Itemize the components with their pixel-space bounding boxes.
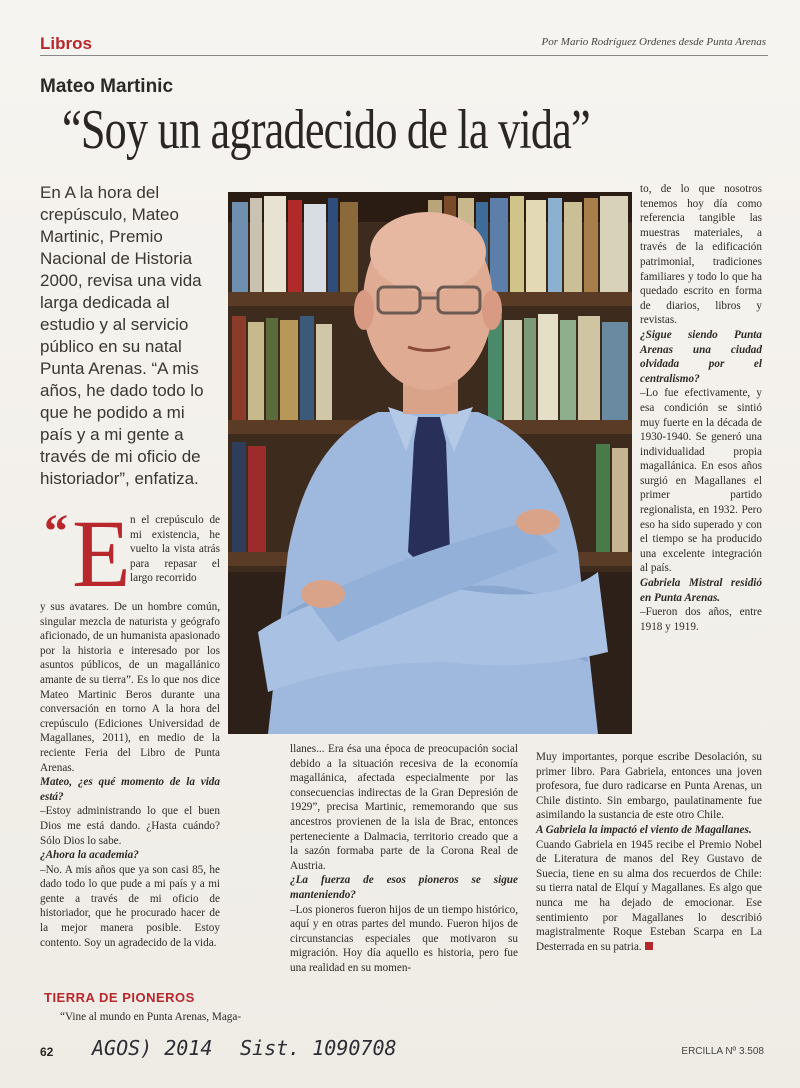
portrait-illustration <box>228 192 632 734</box>
column-2 <box>290 742 518 976</box>
subhead: TIERRA DE PIONEROS <box>44 990 195 1005</box>
drop-cap-letter: E <box>72 500 131 607</box>
col1-question-1: Mateo, ¿es qué momento de la vida está? <box>40 776 220 803</box>
handwritten-date: AGOS) 2014 <box>92 1036 213 1060</box>
col3-question-1: ¿Sigue siendo Punta Arenas una ciudad olvidada por el centralismo? <box>640 328 762 385</box>
col3-p1: to, de lo que nosotros tenemos hoy día como referencia tangible las muestras materiales, a través de la edificación patrimonial, tradiciones familiares y todo lo que ha quedado escrito en forma de diarios, libros y revistas. <box>640 183 762 327</box>
col3-answer-3-text: Cuando Gabriela en 1945 recibe el Premio Nobel de Literatura de manos del Rey Gustavo de Suecia, tiene en su alma dos recuerdos de Chile: su tierra natal de Elquí y Magallanes. Es algo que nunca me ha dejado de emocionar. Ese sentimiento por Magallanes lo describió magistralmente Roque Esteban Scarpa en La Desterrada en su patria. <box>536 838 762 953</box>
handwritten-reference: Sist. 1090708 <box>240 1036 397 1060</box>
byline: Por Mario Rodríguez Ordenes desde Punta Arenas <box>541 36 766 48</box>
kicker: Mateo Martinic <box>40 76 174 97</box>
page-number: 62 <box>40 1045 54 1059</box>
lead-paragraph: En A la hora del crepúsculo, Mateo Martinic, Premio Nacional de Historia 2000, revisa una vida larga dedicada al estudio y al servicio público en su natal Punta Arenas. “A mis años, he dado todo lo que he podido a mi país y a mi gente a través de mi oficio de historiador”, enfatiza. <box>40 183 204 488</box>
column-1 <box>40 600 220 950</box>
column-3-wide <box>536 750 762 954</box>
col2-p1: llanes... Era ésa una época de preocupación social debido a la situación recesiva de la economía magallánica, afectada especialmente por las consecuencias indirectas de la Gran Depresión de 1929”, precisa Martinic, rememorando que sus ancestros provienen de la isla de Brac, entonces perteneciente a Dalmacia, territorio creado que a la sazón formaba parte de la Corona Real de Austria. <box>290 743 518 872</box>
end-mark-icon <box>645 942 653 950</box>
drop-cap-quote: “ <box>44 505 68 558</box>
col1-answer-1: –Estoy administrando lo que el buen Dios me está dando. ¿Hasta cuándo? Sólo Dios lo sabe. <box>40 805 220 847</box>
col3-answer-1: –Lo fue efectivamente, y esa condición se sintió muy fuerte en la década de 1930-1940. Se generó una individualidad propia magallánica. En esos años surgió en Magallanes el primer partido regionalista, en 1932. Pero eso ha sido superado y con el tiempo se ha producido una excelente integración al país. <box>640 387 762 575</box>
col3-answer-3 <box>536 838 762 955</box>
header-rule <box>40 55 768 56</box>
col3-question-2: Gabriela Mistral residió en Punta Arenas. <box>640 577 762 604</box>
col2-question-1: ¿La fuerza de esos pioneros se sigue manteniendo? <box>290 874 518 901</box>
col1-answer-2: –No. A mis años que ya son casi 85, he dado todo lo que pude a mi país y a mi gente a través de mi oficio de historiador, que he procurado hacer de la mejor manera posible. Estoy contento. Soy un agradecido de la vida. <box>40 863 220 949</box>
col1-last-line <box>60 1010 280 1025</box>
col1-p-last: “Vine al mundo en Punta Arenas, Maga- <box>60 1011 242 1023</box>
portrait-photo <box>228 192 632 734</box>
magazine-issue: ERCILLA Nº 3.508 <box>681 1046 764 1057</box>
col1-p1-beside: n el crepúsculo de mi existencia, he vuelto la vista atrás para repasar el largo recorrido <box>130 514 220 585</box>
col3-answer-2-rest: Muy importantes, porque escribe Desolación, su primer libro. Para Gabriela, entonces una joven profesora, fue duro radicarse en Punta Arenas, un Chile distinto. Sin embargo, paulatinamente fue asimilando la sustancia de este otro Chile. <box>536 751 762 822</box>
col1-beside-dropcap <box>130 513 220 586</box>
headline: “Soy un agradecido de la vida” <box>62 99 590 161</box>
col2-answer-1: –Los pioneros fueron hijos de un tiempo histórico, aquí y en otras partes del mundo. Fueron hijos de circunstancias especiales que motivaron su migración. Hoy día aquello es historia, pero fue una realidad en su momen- <box>290 903 518 974</box>
col3-answer-2-narrow: –Fueron dos años, entre 1918 y 1919. <box>640 606 762 633</box>
col1-p1: y sus avatares. De un hombre común, singular mezcla de naturista y geógrafo aficionado, de un humanista apasionado por la historia e interesado por los asuntos públicos, de un magallánico amante de su tierra”. Es lo que nos dice Mateo Martinic Beros durante una conversación en torno A la hora del crepúsculo (Ediciones Universidad de Magallanes, 2011), en medio de la reciente Feria del Libro de Punta Arenas. <box>40 601 220 774</box>
section-label: Libros <box>40 34 92 53</box>
drop-cap <box>44 500 131 607</box>
col3-question-3: A Gabriela la impactó el viento de Magallanes. <box>536 823 752 836</box>
column-3-narrow <box>640 182 762 634</box>
col1-question-2: ¿Ahora la academia? <box>40 849 139 862</box>
